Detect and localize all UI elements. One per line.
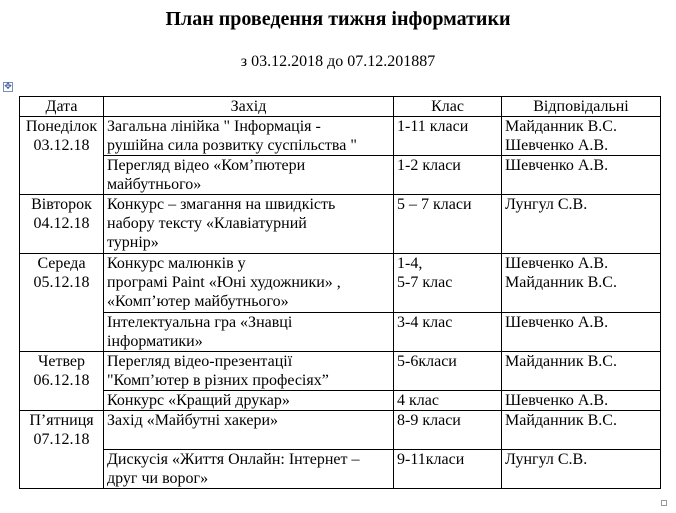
class-cell bbox=[394, 411, 502, 450]
table-header-row bbox=[20, 97, 661, 117]
day-cell bbox=[20, 254, 104, 352]
event-cell-line: Захід «Майбутні хакери» bbox=[107, 412, 279, 429]
event-cell bbox=[104, 352, 394, 391]
class-cell bbox=[394, 156, 502, 195]
responsible-cell-line: Майданник В.С. bbox=[505, 274, 617, 291]
class-cell bbox=[394, 313, 502, 352]
day-cell bbox=[20, 117, 104, 195]
schedule-body bbox=[20, 117, 661, 489]
event-cell-line: Конкурс «Кращий друкар» bbox=[107, 392, 290, 409]
event-cell-line: Перегляд відео «Ком’пютери bbox=[107, 157, 306, 174]
responsible-cell bbox=[502, 391, 661, 411]
table-row bbox=[20, 195, 661, 254]
header-responsible: Відповідальні bbox=[502, 97, 661, 117]
table-row bbox=[20, 254, 661, 313]
table-row bbox=[20, 450, 661, 489]
event-cell bbox=[104, 313, 394, 352]
class-cell-line: 1-11 класи bbox=[397, 118, 469, 135]
class-cell bbox=[394, 254, 502, 313]
document-subtitle: з 03.12.2018 до 07.12.201887 bbox=[240, 53, 436, 70]
event-cell-line: Перегляд відео-презентації bbox=[107, 353, 293, 370]
responsible-cell-line: Лунгул С.В. bbox=[505, 196, 588, 213]
event-cell bbox=[104, 391, 394, 411]
responsible-cell-line: Шевченко А.В. bbox=[505, 314, 609, 331]
responsible-cell bbox=[502, 313, 661, 352]
day-date: 04.12.18 bbox=[33, 215, 90, 232]
event-cell-line: друг чи ворог» bbox=[107, 470, 209, 487]
class-cell-line: 4 клас bbox=[397, 392, 439, 409]
day-name: Понеділок bbox=[25, 118, 98, 135]
event-cell bbox=[104, 195, 394, 254]
responsible-cell-line: Лунгул С.В. bbox=[505, 451, 588, 468]
event-cell-line: Конкурс – змагання на швидкість bbox=[107, 196, 336, 213]
responsible-cell-line: Майданник В.С. bbox=[505, 118, 617, 135]
responsible-cell-line: Шевченко А.В. bbox=[505, 392, 609, 409]
table-row bbox=[20, 117, 661, 156]
responsible-cell-line: Майданник В.С. bbox=[505, 412, 617, 429]
table-row bbox=[20, 411, 661, 450]
event-cell-line: інформатики» bbox=[107, 333, 203, 350]
table-row bbox=[20, 352, 661, 391]
class-cell-line: 5 – 7 класи bbox=[397, 196, 472, 213]
responsible-cell-line: Шевченко А.В. bbox=[505, 137, 609, 154]
responsible-cell-line: Шевченко А.В. bbox=[505, 157, 609, 174]
event-cell bbox=[104, 254, 394, 313]
event-cell-line: набору тексту «Клавіатурний bbox=[107, 215, 307, 232]
event-cell bbox=[104, 117, 394, 156]
responsible-cell bbox=[502, 156, 661, 195]
class-cell-line: 8-9 класи bbox=[397, 412, 461, 429]
day-name: Вівторок bbox=[31, 196, 92, 213]
day-date: 06.12.18 bbox=[33, 372, 90, 389]
header-event: Захід bbox=[104, 97, 394, 117]
class-cell-line: 5-7 клас bbox=[397, 274, 453, 291]
day-date: 05.12.18 bbox=[33, 274, 90, 291]
class-cell-line: 3-4 клас bbox=[397, 314, 453, 331]
responsible-cell bbox=[502, 352, 661, 391]
class-cell-line: 1-2 класи bbox=[397, 157, 461, 174]
responsible-cell-line: Шевченко А.В. bbox=[505, 255, 609, 272]
day-name: Четвер bbox=[37, 353, 86, 370]
event-cell-line: рушійна сила розвитку суспільства " bbox=[107, 137, 357, 154]
event-cell-line: майбутнього» bbox=[107, 176, 202, 193]
event-cell-line: Конкурс малюнків у bbox=[107, 255, 246, 272]
class-cell bbox=[394, 117, 502, 156]
move-anchor-icon[interactable]: ✥ bbox=[4, 82, 12, 92]
table-row bbox=[20, 391, 661, 411]
class-cell-line: 9-11класи bbox=[397, 451, 465, 468]
event-cell-line: Інтелектуальна гра «Знавці bbox=[107, 314, 293, 331]
event-cell-line: турнір» bbox=[107, 234, 159, 251]
resize-handle-icon[interactable] bbox=[661, 500, 667, 506]
event-cell-line: Дискусія «Життя Онлайн: Інтернет – bbox=[107, 451, 360, 468]
event-cell-line: Загальна лінійка " Інформація - bbox=[107, 118, 321, 135]
event-cell-line: програмі Paint «Юні художники» , bbox=[107, 274, 341, 291]
header-date: Дата bbox=[20, 97, 104, 117]
class-cell bbox=[394, 195, 502, 254]
class-cell-line: 1-4, bbox=[397, 255, 423, 272]
responsible-cell bbox=[502, 450, 661, 489]
day-cell bbox=[20, 195, 104, 254]
day-cell bbox=[20, 411, 104, 489]
responsible-cell bbox=[502, 254, 661, 313]
responsible-cell-line: Майданник В.С. bbox=[505, 353, 617, 370]
class-cell-line: 5-6класи bbox=[397, 353, 457, 370]
event-cell bbox=[104, 411, 394, 450]
event-cell-line: «Комп’ютер майбутнього» bbox=[107, 293, 289, 310]
event-cell-line: "Комп’ютер в різних професіях” bbox=[107, 372, 329, 389]
class-cell bbox=[394, 391, 502, 411]
event-cell bbox=[104, 156, 394, 195]
class-cell bbox=[394, 450, 502, 489]
responsible-cell bbox=[502, 195, 661, 254]
day-name: Середа bbox=[37, 255, 86, 272]
class-cell bbox=[394, 352, 502, 391]
event-cell bbox=[104, 450, 394, 489]
header-class: Клас bbox=[394, 97, 502, 117]
table-row bbox=[20, 156, 661, 195]
responsible-cell bbox=[502, 117, 661, 156]
table-row bbox=[20, 313, 661, 352]
document-title: План проведення тижня інформатики bbox=[165, 8, 511, 30]
schedule-table bbox=[19, 96, 661, 489]
responsible-cell bbox=[502, 411, 661, 450]
day-name: П’ятниця bbox=[29, 412, 94, 429]
day-date: 07.12.18 bbox=[33, 431, 90, 448]
day-cell bbox=[20, 352, 104, 411]
day-date: 03.12.18 bbox=[33, 137, 90, 154]
